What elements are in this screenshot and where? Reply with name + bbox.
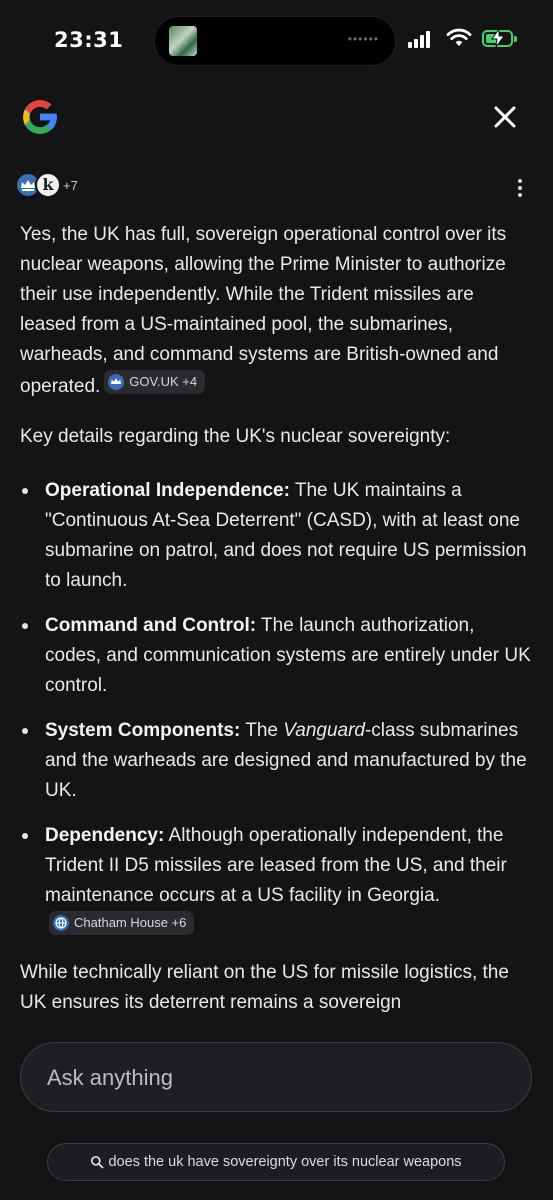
gov-uk-crown-icon: [108, 374, 124, 390]
audio-waveform-icon: ••••••: [347, 32, 379, 46]
list-item: [20, 821, 535, 943]
more-sources-count: +7: [63, 178, 78, 193]
details-list: [20, 476, 535, 943]
key-details-heading: Key details regarding the UK's nuclear sovereignty:: [20, 426, 451, 447]
status-time: 23:31: [54, 28, 124, 52]
list-item-title: System Components:: [45, 720, 241, 741]
ask-bar[interactable]: [20, 1042, 532, 1112]
source-avatars[interactable]: [15, 170, 135, 202]
list-item-title: Operational Independence:: [45, 480, 290, 501]
list-item-text: The: [240, 720, 284, 741]
citation-chip-chatham-house[interactable]: [49, 911, 194, 935]
ask-input[interactable]: [45, 1043, 489, 1113]
answer-closing: While technically reliant on the US for missile logistics, the UK ensures its deterrent remains a sovereign: [20, 962, 509, 1013]
list-item-title: Dependency:: [45, 825, 165, 846]
list-item-text: Although operationally independent, the Trident II D5 missiles are leased from the US, and their maintenance occurs at a US facility in Georgia.: [45, 825, 507, 906]
dynamic-island[interactable]: [154, 16, 396, 66]
cellular-signal-icon: [408, 30, 436, 48]
citation-label: GOV.UK +4: [129, 374, 198, 389]
ai-answer: [20, 220, 535, 1018]
source-k-avatar: k: [35, 172, 61, 198]
list-item: [20, 476, 535, 596]
list-item-text: -class submarines and the warheads are designed and manufactured by the UK.: [45, 720, 527, 801]
list-item: [20, 611, 535, 701]
list-item: [20, 716, 535, 806]
now-playing-thumbnail: [169, 26, 197, 56]
query-text: does the uk have sovereignty over its nuclear weapons: [108, 1154, 462, 1170]
query-pill[interactable]: [47, 1143, 505, 1181]
close-icon[interactable]: [488, 100, 522, 134]
google-g-icon: [18, 95, 62, 139]
system-icons: [408, 28, 528, 52]
status-bar: [0, 0, 553, 84]
globe-icon: [53, 915, 69, 931]
list-item-text: The launch authorization, codes, and communication systems are entirely under UK control.: [45, 615, 531, 696]
citation-label: Chatham House +6: [74, 915, 187, 930]
charging-bolt-icon: [491, 29, 505, 47]
wifi-icon: [446, 28, 472, 48]
search-icon: [90, 1155, 104, 1169]
answer-intro-text: Yes, the UK has full, sovereign operational control over its nuclear weapons, allowing the Prime Minister to authorize their use independently. While the Trident missiles are leased from a US-maintained pool, the submarines, warheads, and command systems are British-owned and operated.: [20, 224, 507, 397]
list-item-text: The UK maintains a "Continuous At-Sea Deterrent" (CASD), with at least one submarine on patrol, and does not require US permission to launch.: [45, 480, 527, 591]
list-item-italic: Vanguard: [283, 720, 365, 741]
more-options-icon[interactable]: [510, 176, 530, 200]
battery-nub: [514, 36, 517, 42]
list-item-title: Command and Control:: [45, 615, 257, 636]
answer-intro: [20, 220, 535, 402]
citation-chip-govuk[interactable]: [104, 370, 205, 394]
